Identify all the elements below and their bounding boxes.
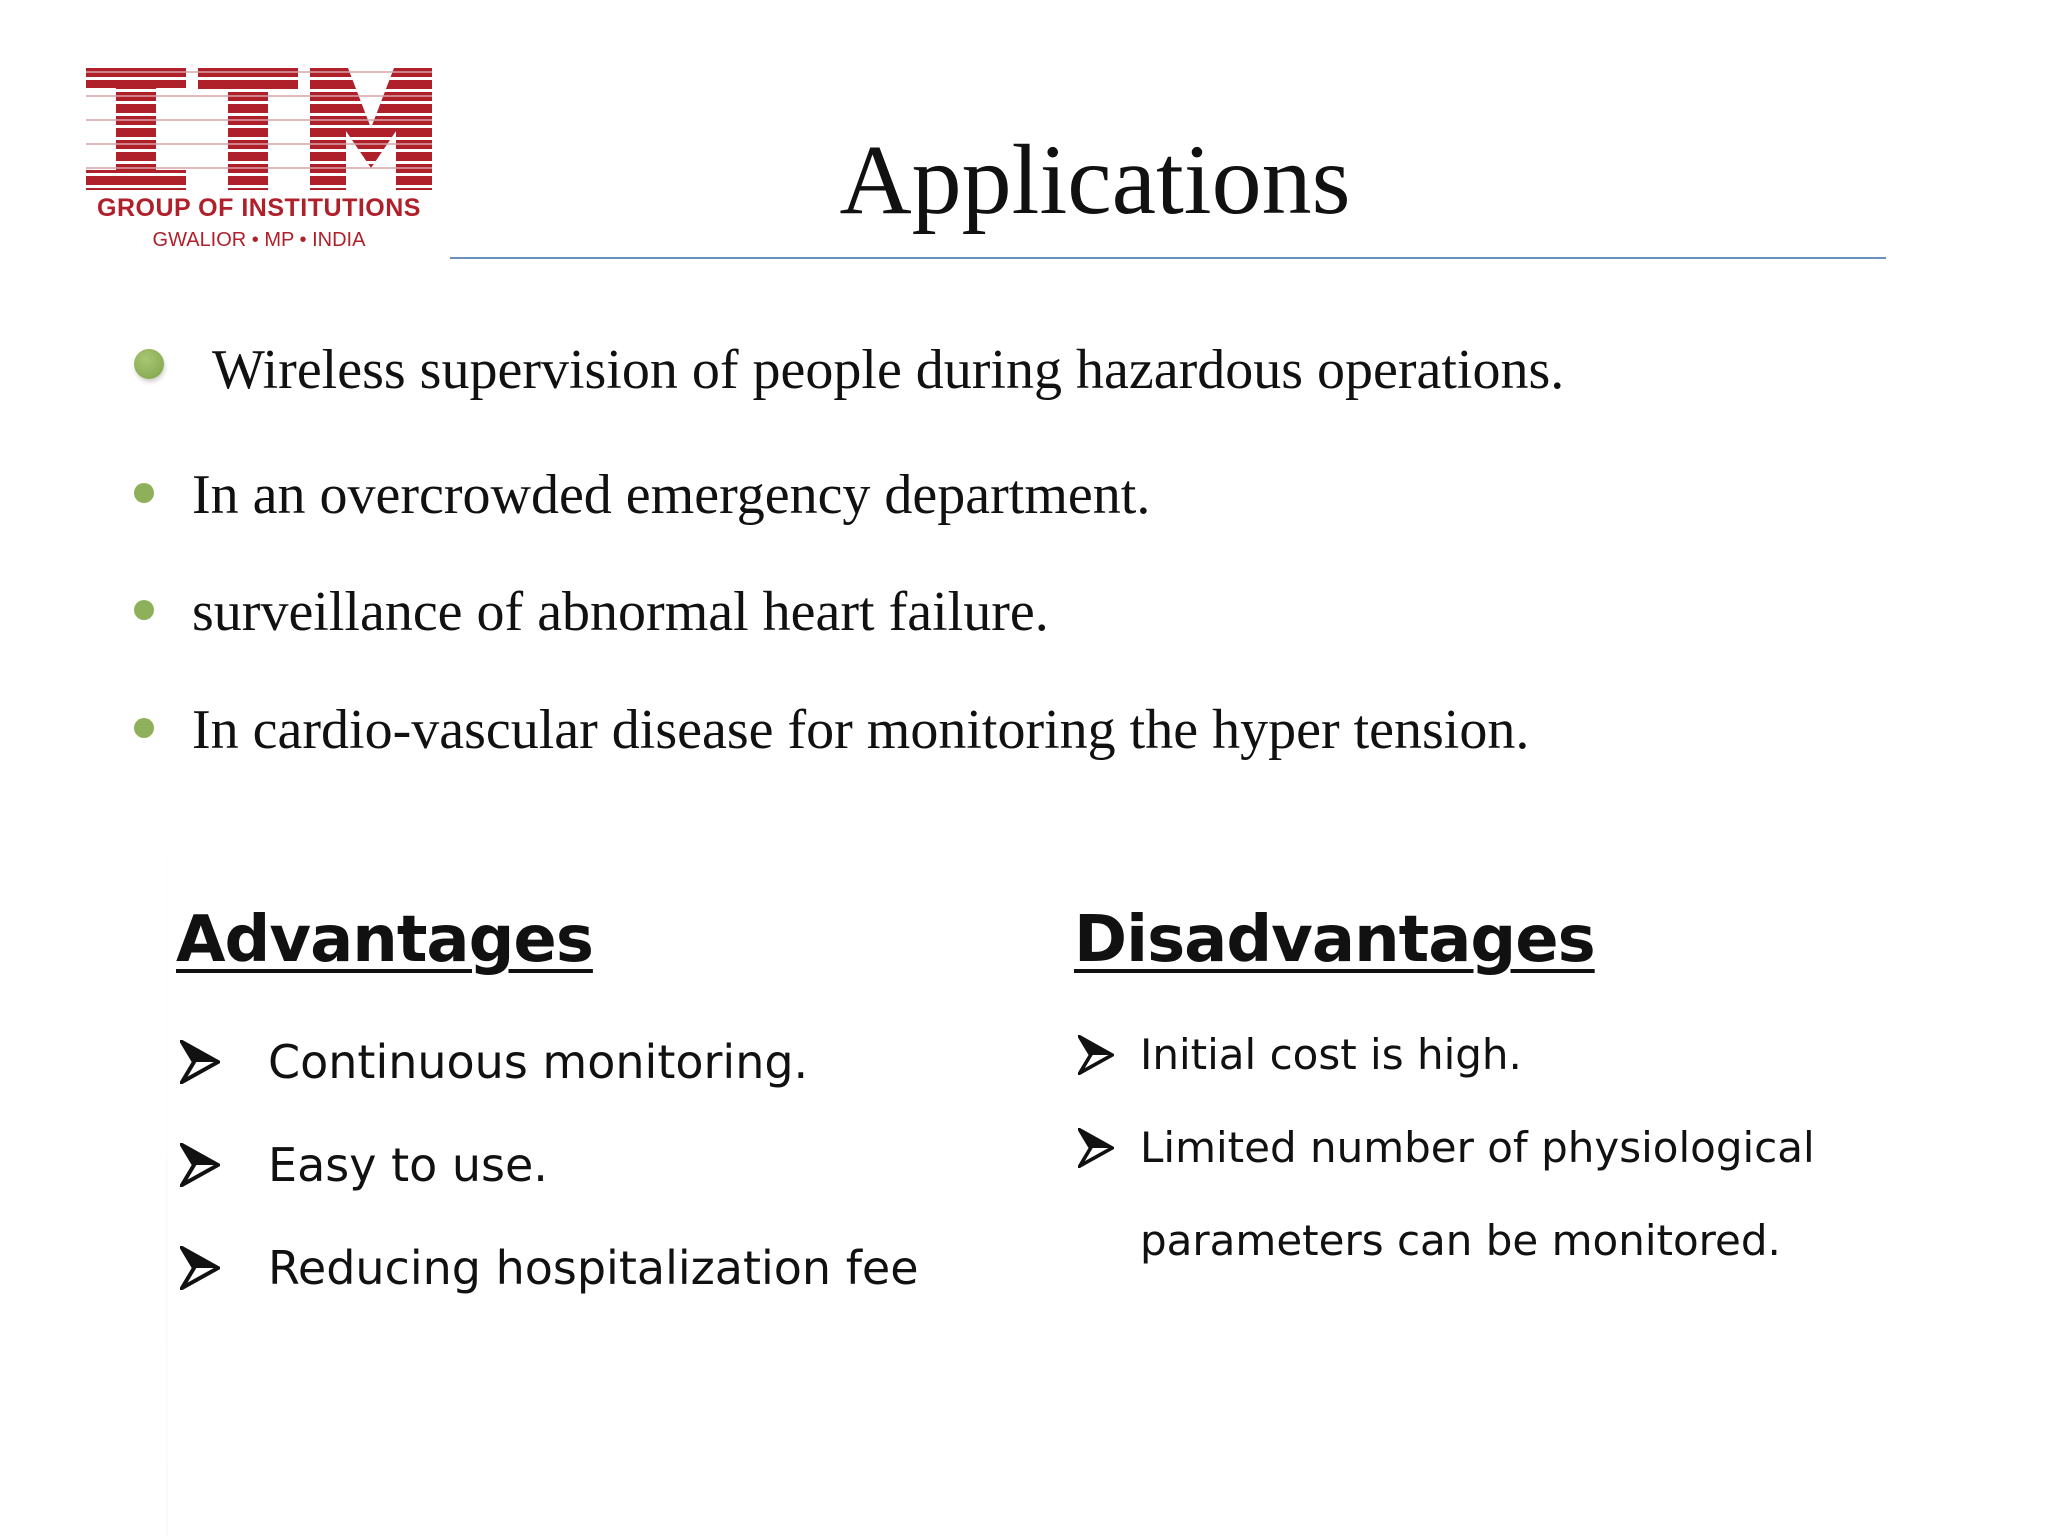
application-text: Wireless supervision of people during hazardous operations. [212,339,1565,401]
application-item [0,577,2048,647]
disadvantages-item-text: Limited number of physiological [1140,1123,1815,1172]
green-dot-icon [134,600,154,620]
disadvantages-item-text: parameters can be monitored. [1140,1216,1781,1265]
arrow-bullet-icon [1078,1128,1114,1168]
logo-group-of-institutions: GROUP OF INSTITUTIONS [97,194,421,222]
disadvantages-heading: Disadvantages [1074,903,1595,977]
application-item [0,335,2048,405]
itm-logo [86,68,432,258]
itm-logo-mark [86,68,432,190]
advantages-item-text: Easy to use. [268,1138,548,1192]
advantages-item-text: Continuous monitoring. [268,1035,809,1089]
application-text: In an overcrowded emergency department. [192,464,1151,526]
arrow-bullet-icon [1078,1035,1114,1075]
green-dot-icon [134,483,154,503]
advantages-heading: Advantages [176,903,593,977]
application-item [0,460,2048,530]
title-divider [450,257,1886,259]
arrow-bullet-icon [180,1040,220,1084]
advantages-item-text: Reducing hospitalization fee [268,1241,919,1295]
application-text: surveillance of abnormal heart failure. [192,581,1049,643]
arrow-bullet-icon [180,1143,220,1187]
green-dot-icon [134,349,164,379]
application-text: In cardio-vascular disease for monitoring the hyper tension. [192,699,1530,761]
arrow-bullet-icon [180,1246,220,1290]
logo-location: GWALIOR • MP • INDIA [152,229,366,251]
slide-title: Applications [839,124,1351,235]
disadvantages-item-text: Initial cost is high. [1140,1030,1522,1079]
green-dot-icon [134,718,154,738]
application-item [0,695,2048,765]
slide-edge-shadow [166,780,168,1536]
